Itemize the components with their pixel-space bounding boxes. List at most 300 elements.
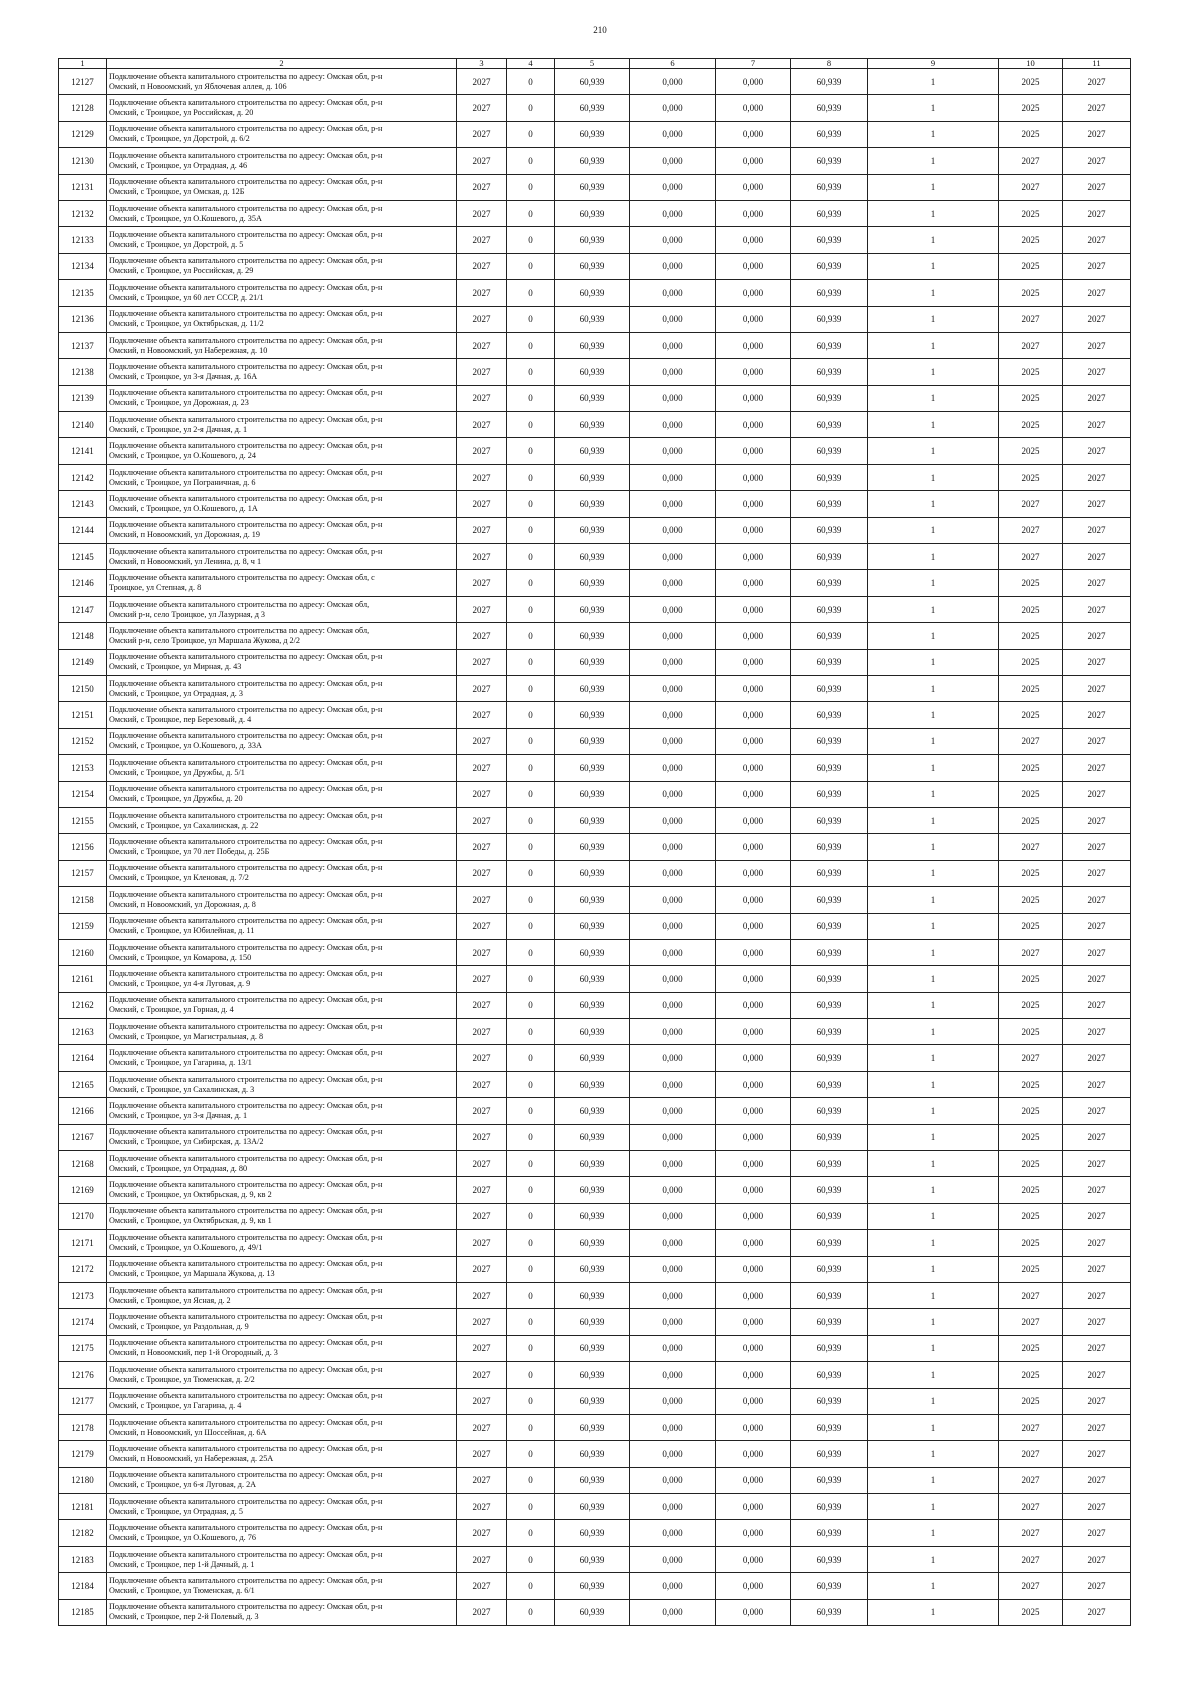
cell-col-11: 2027 xyxy=(1063,1124,1131,1150)
cell-col-10: 2027 xyxy=(999,1520,1063,1546)
cell-col-10: 2025 xyxy=(999,1098,1063,1124)
cell-col-6: 0,000 xyxy=(630,1546,716,1572)
cell-col-5: 60,939 xyxy=(555,200,630,226)
cell-col-6: 0,000 xyxy=(630,966,716,992)
cell-col-4: 0 xyxy=(507,596,555,622)
object-description xyxy=(107,69,457,95)
object-description xyxy=(107,728,457,754)
row-number: 12185 xyxy=(59,1599,107,1625)
column-header-10: 10 xyxy=(999,59,1063,69)
cell-col-3: 2027 xyxy=(457,939,507,965)
cell-col-5: 60,939 xyxy=(555,1124,630,1150)
cell-col-7: 0,000 xyxy=(716,412,791,438)
table-row xyxy=(59,1309,1131,1335)
cell-col-3: 2027 xyxy=(457,412,507,438)
cell-col-5: 60,939 xyxy=(555,280,630,306)
description-line-2: Омский, с Троицкое, ул Мирная, д. 43 xyxy=(109,662,242,672)
object-description xyxy=(107,596,457,622)
description-line-2: Омский, с Троицкое, ул Дорстрой, д. 5 xyxy=(109,240,244,250)
cell-col-11: 2027 xyxy=(1063,1071,1131,1097)
table-row xyxy=(59,887,1131,913)
description-line-1: Подключение объекта капитального строительства по адресу: Омская обл, р-н xyxy=(109,837,383,847)
object-description xyxy=(107,755,457,781)
description-line-1: Подключение объекта капитального строительства по адресу: Омская обл, р-н xyxy=(109,124,383,134)
cell-col-8: 60,939 xyxy=(791,174,868,200)
row-number: 12129 xyxy=(59,121,107,147)
cell-col-8: 60,939 xyxy=(791,807,868,833)
row-number: 12133 xyxy=(59,227,107,253)
description-line-1: Подключение объекта капитального строительства по адресу: Омская обл, р-н xyxy=(109,1602,383,1612)
table-row xyxy=(59,1045,1131,1071)
description-line-2: Омский, с Троицкое, ул 6-я Луговая, д. 2А xyxy=(109,1480,257,1490)
cell-col-6: 0,000 xyxy=(630,438,716,464)
description-line-1: Подключение объекта капитального строительства по адресу: Омская обл, р-н xyxy=(109,1470,383,1480)
cell-col-4: 0 xyxy=(507,623,555,649)
cell-col-4: 0 xyxy=(507,966,555,992)
cell-col-8: 60,939 xyxy=(791,781,868,807)
object-description xyxy=(107,253,457,279)
cell-col-3: 2027 xyxy=(457,1124,507,1150)
table-row xyxy=(59,1151,1131,1177)
cell-col-10: 2025 xyxy=(999,702,1063,728)
cell-col-10: 2027 xyxy=(999,1309,1063,1335)
cell-col-5: 60,939 xyxy=(555,755,630,781)
cell-col-11: 2027 xyxy=(1063,728,1131,754)
cell-col-5: 60,939 xyxy=(555,1177,630,1203)
cell-col-7: 0,000 xyxy=(716,1256,791,1282)
cell-col-7: 0,000 xyxy=(716,544,791,570)
cell-col-11: 2027 xyxy=(1063,860,1131,886)
cell-col-10: 2025 xyxy=(999,966,1063,992)
cell-col-4: 0 xyxy=(507,438,555,464)
object-description xyxy=(107,1309,457,1335)
cell-col-11: 2027 xyxy=(1063,148,1131,174)
object-description xyxy=(107,702,457,728)
cell-col-6: 0,000 xyxy=(630,1071,716,1097)
cell-col-9: 1 xyxy=(868,1230,999,1256)
description-line-1: Подключение объекта капитального строительства по адресу: Омская обл, р-н xyxy=(109,1021,383,1031)
row-number: 12174 xyxy=(59,1309,107,1335)
row-number: 12163 xyxy=(59,1019,107,1045)
table-row xyxy=(59,834,1131,860)
cell-col-7: 0,000 xyxy=(716,95,791,121)
description-line-1: Подключение объекта капитального строительства по адресу: Омская обл, р-н xyxy=(109,203,383,213)
object-description xyxy=(107,280,457,306)
cell-col-11: 2027 xyxy=(1063,227,1131,253)
table-row xyxy=(59,1071,1131,1097)
cell-col-6: 0,000 xyxy=(630,1573,716,1599)
cell-col-4: 0 xyxy=(507,1071,555,1097)
description-line-2: Омский, с Троицкое, ул Октябрьская, д. 11/2 xyxy=(109,319,264,329)
cell-col-8: 60,939 xyxy=(791,1441,868,1467)
row-number: 12180 xyxy=(59,1467,107,1493)
description-line-1: Подключение объекта капитального строительства по адресу: Омская обл, р-н xyxy=(109,467,383,477)
row-number: 12181 xyxy=(59,1494,107,1520)
cell-col-4: 0 xyxy=(507,992,555,1018)
cell-col-8: 60,939 xyxy=(791,517,868,543)
row-number: 12170 xyxy=(59,1203,107,1229)
cell-col-6: 0,000 xyxy=(630,1335,716,1361)
cell-col-9: 1 xyxy=(868,332,999,358)
cell-col-3: 2027 xyxy=(457,1098,507,1124)
description-line-2: Омский, с Троицкое, ул О.Кошевого, д. 1А xyxy=(109,503,258,513)
cell-col-8: 60,939 xyxy=(791,755,868,781)
cell-col-10: 2025 xyxy=(999,200,1063,226)
description-line-1: Подключение объекта капитального строительства по адресу: Омская обл, р-н xyxy=(109,1127,383,1137)
cell-col-11: 2027 xyxy=(1063,1045,1131,1071)
cell-col-3: 2027 xyxy=(457,200,507,226)
cell-col-8: 60,939 xyxy=(791,306,868,332)
cell-col-3: 2027 xyxy=(457,807,507,833)
cell-col-7: 0,000 xyxy=(716,1335,791,1361)
cell-col-7: 0,000 xyxy=(716,1441,791,1467)
row-number: 12143 xyxy=(59,491,107,517)
cell-col-11: 2027 xyxy=(1063,1362,1131,1388)
cell-col-8: 60,939 xyxy=(791,1388,868,1414)
row-number: 12127 xyxy=(59,69,107,95)
cell-col-9: 1 xyxy=(868,69,999,95)
cell-col-5: 60,939 xyxy=(555,95,630,121)
cell-col-3: 2027 xyxy=(457,1335,507,1361)
cell-col-3: 2027 xyxy=(457,464,507,490)
cell-col-5: 60,939 xyxy=(555,728,630,754)
cell-col-3: 2027 xyxy=(457,280,507,306)
object-description xyxy=(107,200,457,226)
description-line-2: Омский, п Новоомский, ул Дорожная, д. 19 xyxy=(109,530,260,540)
cell-col-4: 0 xyxy=(507,807,555,833)
cell-col-3: 2027 xyxy=(457,1309,507,1335)
table-row xyxy=(59,1203,1131,1229)
cell-col-3: 2027 xyxy=(457,1599,507,1625)
cell-col-9: 1 xyxy=(868,834,999,860)
cell-col-8: 60,939 xyxy=(791,1362,868,1388)
cell-col-11: 2027 xyxy=(1063,438,1131,464)
table-row xyxy=(59,570,1131,596)
cell-col-9: 1 xyxy=(868,1309,999,1335)
table-row xyxy=(59,200,1131,226)
cell-col-6: 0,000 xyxy=(630,1599,716,1625)
description-line-1: Подключение объекта капитального строительства по адресу: Омская обл, р-н xyxy=(109,230,383,240)
cell-col-11: 2027 xyxy=(1063,544,1131,570)
cell-col-9: 1 xyxy=(868,200,999,226)
row-number: 12175 xyxy=(59,1335,107,1361)
cell-col-10: 2025 xyxy=(999,755,1063,781)
cell-col-3: 2027 xyxy=(457,1045,507,1071)
cell-col-5: 60,939 xyxy=(555,1151,630,1177)
cell-col-5: 60,939 xyxy=(555,596,630,622)
cell-col-10: 2025 xyxy=(999,1151,1063,1177)
row-number: 12141 xyxy=(59,438,107,464)
column-header-6: 6 xyxy=(630,59,716,69)
row-number: 12132 xyxy=(59,200,107,226)
object-description xyxy=(107,781,457,807)
cell-col-10: 2027 xyxy=(999,306,1063,332)
cell-col-8: 60,939 xyxy=(791,939,868,965)
object-description xyxy=(107,860,457,886)
cell-col-3: 2027 xyxy=(457,1573,507,1599)
cell-col-3: 2027 xyxy=(457,1071,507,1097)
cell-col-7: 0,000 xyxy=(716,887,791,913)
cell-col-11: 2027 xyxy=(1063,1520,1131,1546)
cell-col-8: 60,939 xyxy=(791,1256,868,1282)
cell-col-11: 2027 xyxy=(1063,1546,1131,1572)
cell-col-5: 60,939 xyxy=(555,121,630,147)
cell-col-8: 60,939 xyxy=(791,1282,868,1308)
description-line-1: Подключение объекта капитального строительства по адресу: Омская обл, р-н xyxy=(109,361,383,371)
cell-col-9: 1 xyxy=(868,253,999,279)
object-description xyxy=(107,227,457,253)
cell-col-8: 60,939 xyxy=(791,1467,868,1493)
cell-col-4: 0 xyxy=(507,834,555,860)
cell-col-8: 60,939 xyxy=(791,438,868,464)
cell-col-4: 0 xyxy=(507,1309,555,1335)
cell-col-5: 60,939 xyxy=(555,227,630,253)
cell-col-7: 0,000 xyxy=(716,1599,791,1625)
cell-col-4: 0 xyxy=(507,1414,555,1440)
cell-col-11: 2027 xyxy=(1063,517,1131,543)
cell-col-5: 60,939 xyxy=(555,253,630,279)
cell-col-4: 0 xyxy=(507,1230,555,1256)
cell-col-4: 0 xyxy=(507,1467,555,1493)
cell-col-9: 1 xyxy=(868,544,999,570)
description-line-1: Подключение объекта капитального строительства по адресу: Омская обл, р-н xyxy=(109,757,383,767)
cell-col-10: 2025 xyxy=(999,359,1063,385)
cell-col-11: 2027 xyxy=(1063,69,1131,95)
object-description xyxy=(107,174,457,200)
cell-col-9: 1 xyxy=(868,623,999,649)
cell-col-11: 2027 xyxy=(1063,623,1131,649)
cell-col-4: 0 xyxy=(507,200,555,226)
cell-col-4: 0 xyxy=(507,755,555,781)
cell-col-10: 2025 xyxy=(999,227,1063,253)
object-description xyxy=(107,834,457,860)
object-description xyxy=(107,1599,457,1625)
cell-col-11: 2027 xyxy=(1063,385,1131,411)
cell-col-5: 60,939 xyxy=(555,306,630,332)
description-line-2: Омский, с Троицкое, ул Сибирская, д. 13А/2 xyxy=(109,1137,264,1147)
cell-col-4: 0 xyxy=(507,1177,555,1203)
row-number: 12184 xyxy=(59,1573,107,1599)
cell-col-11: 2027 xyxy=(1063,781,1131,807)
cell-col-9: 1 xyxy=(868,939,999,965)
object-description xyxy=(107,1520,457,1546)
cell-col-10: 2027 xyxy=(999,174,1063,200)
cell-col-11: 2027 xyxy=(1063,359,1131,385)
description-line-1: Подключение объекта капитального строительства по адресу: Омская обл, р-н xyxy=(109,1496,383,1506)
cell-col-3: 2027 xyxy=(457,121,507,147)
table-row xyxy=(59,174,1131,200)
description-line-1: Подключение объекта капитального строительства по адресу: Омская обл, р-н xyxy=(109,784,383,794)
table-row xyxy=(59,1414,1131,1440)
cell-col-7: 0,000 xyxy=(716,939,791,965)
cell-col-9: 1 xyxy=(868,781,999,807)
cell-col-10: 2025 xyxy=(999,1362,1063,1388)
cell-col-8: 60,939 xyxy=(791,1151,868,1177)
cell-col-4: 0 xyxy=(507,464,555,490)
description-line-1: Подключение объекта капитального строительства по адресу: Омская обл, р-н xyxy=(109,414,383,424)
description-line-2: Омский, с Троицкое, ул Отрадная, д. 5 xyxy=(109,1506,243,1516)
cell-col-6: 0,000 xyxy=(630,1309,716,1335)
description-line-2: Омский, с Троицкое, ул Тюменская, д. 6/1 xyxy=(109,1585,255,1595)
description-line-2: Омский, с Троицкое, ул Октябрьская, д. 9, кв 2 xyxy=(109,1190,272,1200)
row-number: 12131 xyxy=(59,174,107,200)
cell-col-5: 60,939 xyxy=(555,1599,630,1625)
cell-col-11: 2027 xyxy=(1063,1282,1131,1308)
cell-col-9: 1 xyxy=(868,1494,999,1520)
row-number: 12183 xyxy=(59,1546,107,1572)
table-row xyxy=(59,913,1131,939)
cell-col-3: 2027 xyxy=(457,1177,507,1203)
cell-col-8: 60,939 xyxy=(791,623,868,649)
cell-col-7: 0,000 xyxy=(716,517,791,543)
description-line-1: Подключение объекта капитального строительства по адресу: Омская обл, р-н xyxy=(109,942,383,952)
cell-col-8: 60,939 xyxy=(791,464,868,490)
object-description xyxy=(107,807,457,833)
cell-col-5: 60,939 xyxy=(555,148,630,174)
object-description xyxy=(107,992,457,1018)
description-line-2: Омский, с Троицкое, ул 4-я Луговая, д. 9 xyxy=(109,978,251,988)
cell-col-3: 2027 xyxy=(457,913,507,939)
cell-col-11: 2027 xyxy=(1063,1441,1131,1467)
cell-col-10: 2025 xyxy=(999,570,1063,596)
cell-col-7: 0,000 xyxy=(716,702,791,728)
description-line-2: Омский, с Троицкое, ул Комарова, д. 150 xyxy=(109,952,252,962)
cell-col-9: 1 xyxy=(868,992,999,1018)
table-row xyxy=(59,491,1131,517)
description-line-2: Омский р-н, село Троицкое, ул Маршала Жукова, д 2/2 xyxy=(109,635,301,645)
cell-col-7: 0,000 xyxy=(716,332,791,358)
description-line-2: Омский, с Троицкое, ул 3-я Дачная, д. 1 xyxy=(109,1110,248,1120)
cell-col-11: 2027 xyxy=(1063,1203,1131,1229)
cell-col-7: 0,000 xyxy=(716,1362,791,1388)
cell-col-11: 2027 xyxy=(1063,1599,1131,1625)
cell-col-8: 60,939 xyxy=(791,148,868,174)
cell-col-5: 60,939 xyxy=(555,1045,630,1071)
cell-col-5: 60,939 xyxy=(555,834,630,860)
cell-col-11: 2027 xyxy=(1063,1573,1131,1599)
cell-col-3: 2027 xyxy=(457,385,507,411)
cell-col-4: 0 xyxy=(507,1599,555,1625)
cell-col-6: 0,000 xyxy=(630,913,716,939)
cell-col-6: 0,000 xyxy=(630,69,716,95)
cell-col-8: 60,939 xyxy=(791,253,868,279)
cell-col-10: 2025 xyxy=(999,1256,1063,1282)
cell-col-5: 60,939 xyxy=(555,807,630,833)
cell-col-6: 0,000 xyxy=(630,1124,716,1150)
cell-col-5: 60,939 xyxy=(555,1309,630,1335)
cell-col-3: 2027 xyxy=(457,596,507,622)
description-line-2: Омский, с Троицкое, ул 70 лет Победы, д. 25Б xyxy=(109,847,270,857)
cell-col-11: 2027 xyxy=(1063,807,1131,833)
cell-col-9: 1 xyxy=(868,464,999,490)
description-line-2: Омский, с Троицкое, пер 1-й Дачный, д. 1 xyxy=(109,1559,255,1569)
cell-col-6: 0,000 xyxy=(630,1282,716,1308)
cell-col-6: 0,000 xyxy=(630,200,716,226)
cell-col-10: 2025 xyxy=(999,1071,1063,1097)
cell-col-7: 0,000 xyxy=(716,1388,791,1414)
cell-col-5: 60,939 xyxy=(555,1282,630,1308)
cell-col-8: 60,939 xyxy=(791,121,868,147)
cell-col-3: 2027 xyxy=(457,1203,507,1229)
cell-col-3: 2027 xyxy=(457,1494,507,1520)
description-line-1: Подключение объекта капитального строительства по адресу: Омская обл, р-н xyxy=(109,309,383,319)
cell-col-10: 2025 xyxy=(999,992,1063,1018)
row-number: 12145 xyxy=(59,544,107,570)
cell-col-4: 0 xyxy=(507,227,555,253)
cell-col-9: 1 xyxy=(868,728,999,754)
cell-col-7: 0,000 xyxy=(716,69,791,95)
description-line-1: Подключение объекта капитального строительства по адресу: Омская обл, р-н xyxy=(109,493,383,503)
description-line-1: Подключение объекта капитального строительства по адресу: Омская обл, р-н xyxy=(109,1444,383,1453)
table-row xyxy=(59,544,1131,570)
cell-col-8: 60,939 xyxy=(791,1124,868,1150)
table-row xyxy=(59,306,1131,332)
description-line-2: Омский, с Троицкое, ул Раздольная, д. 9 xyxy=(109,1322,249,1332)
row-number: 12156 xyxy=(59,834,107,860)
description-line-1: Подключение объекта капитального строительства по адресу: Омская обл, р-н xyxy=(109,731,383,741)
description-line-2: Омский, с Троицкое, ул Октябрьская, д. 9, кв 1 xyxy=(109,1216,272,1226)
cell-col-5: 60,939 xyxy=(555,1546,630,1572)
row-number: 12172 xyxy=(59,1256,107,1282)
cell-col-6: 0,000 xyxy=(630,121,716,147)
cell-col-10: 2025 xyxy=(999,1599,1063,1625)
cell-col-11: 2027 xyxy=(1063,1494,1131,1520)
cell-col-9: 1 xyxy=(868,1203,999,1229)
description-line-1: Подключение объекта капитального строительства по адресу: Омская обл, р-н xyxy=(109,652,383,662)
cell-col-10: 2025 xyxy=(999,623,1063,649)
object-description xyxy=(107,1071,457,1097)
cell-col-3: 2027 xyxy=(457,1256,507,1282)
cell-col-3: 2027 xyxy=(457,148,507,174)
cell-col-5: 60,939 xyxy=(555,1019,630,1045)
row-number: 12157 xyxy=(59,860,107,886)
cell-col-6: 0,000 xyxy=(630,1151,716,1177)
cell-col-7: 0,000 xyxy=(716,121,791,147)
cell-col-10: 2025 xyxy=(999,1203,1063,1229)
cell-col-3: 2027 xyxy=(457,174,507,200)
table-row xyxy=(59,1573,1131,1599)
description-line-2: Омский, с Троицкое, ул О.Кошевого, д. 35А xyxy=(109,213,262,223)
cell-col-7: 0,000 xyxy=(716,1494,791,1520)
cell-col-4: 0 xyxy=(507,385,555,411)
cell-col-10: 2025 xyxy=(999,649,1063,675)
cell-col-7: 0,000 xyxy=(716,1282,791,1308)
description-line-1: Подключение объекта капитального строительства по адресу: Омская обл, р-н xyxy=(109,1074,383,1084)
cell-col-8: 60,939 xyxy=(791,860,868,886)
description-line-2: Омский, с Троицкое, ул Маршала Жукова, д. 13 xyxy=(109,1269,275,1279)
cell-col-10: 2027 xyxy=(999,544,1063,570)
cell-col-6: 0,000 xyxy=(630,491,716,517)
cell-col-6: 0,000 xyxy=(630,1230,716,1256)
description-line-2: Омский, п Новоомский, пер 1-й Огородный, д. 3 xyxy=(109,1348,278,1358)
table-row xyxy=(59,1388,1131,1414)
object-description xyxy=(107,1151,457,1177)
cell-col-6: 0,000 xyxy=(630,544,716,570)
description-line-2: Омский, с Троицкое, ул Российская, д. 20 xyxy=(109,108,254,118)
table-row xyxy=(59,438,1131,464)
description-line-2: Омский, с Троицкое, ул Отрадная, д. 46 xyxy=(109,160,248,170)
object-description xyxy=(107,385,457,411)
data-table xyxy=(58,58,1131,1626)
cell-col-3: 2027 xyxy=(457,992,507,1018)
cell-col-8: 60,939 xyxy=(791,966,868,992)
object-description xyxy=(107,1546,457,1572)
cell-col-9: 1 xyxy=(868,1019,999,1045)
cell-col-9: 1 xyxy=(868,913,999,939)
cell-col-10: 2027 xyxy=(999,491,1063,517)
cell-col-7: 0,000 xyxy=(716,1520,791,1546)
object-description xyxy=(107,623,457,649)
